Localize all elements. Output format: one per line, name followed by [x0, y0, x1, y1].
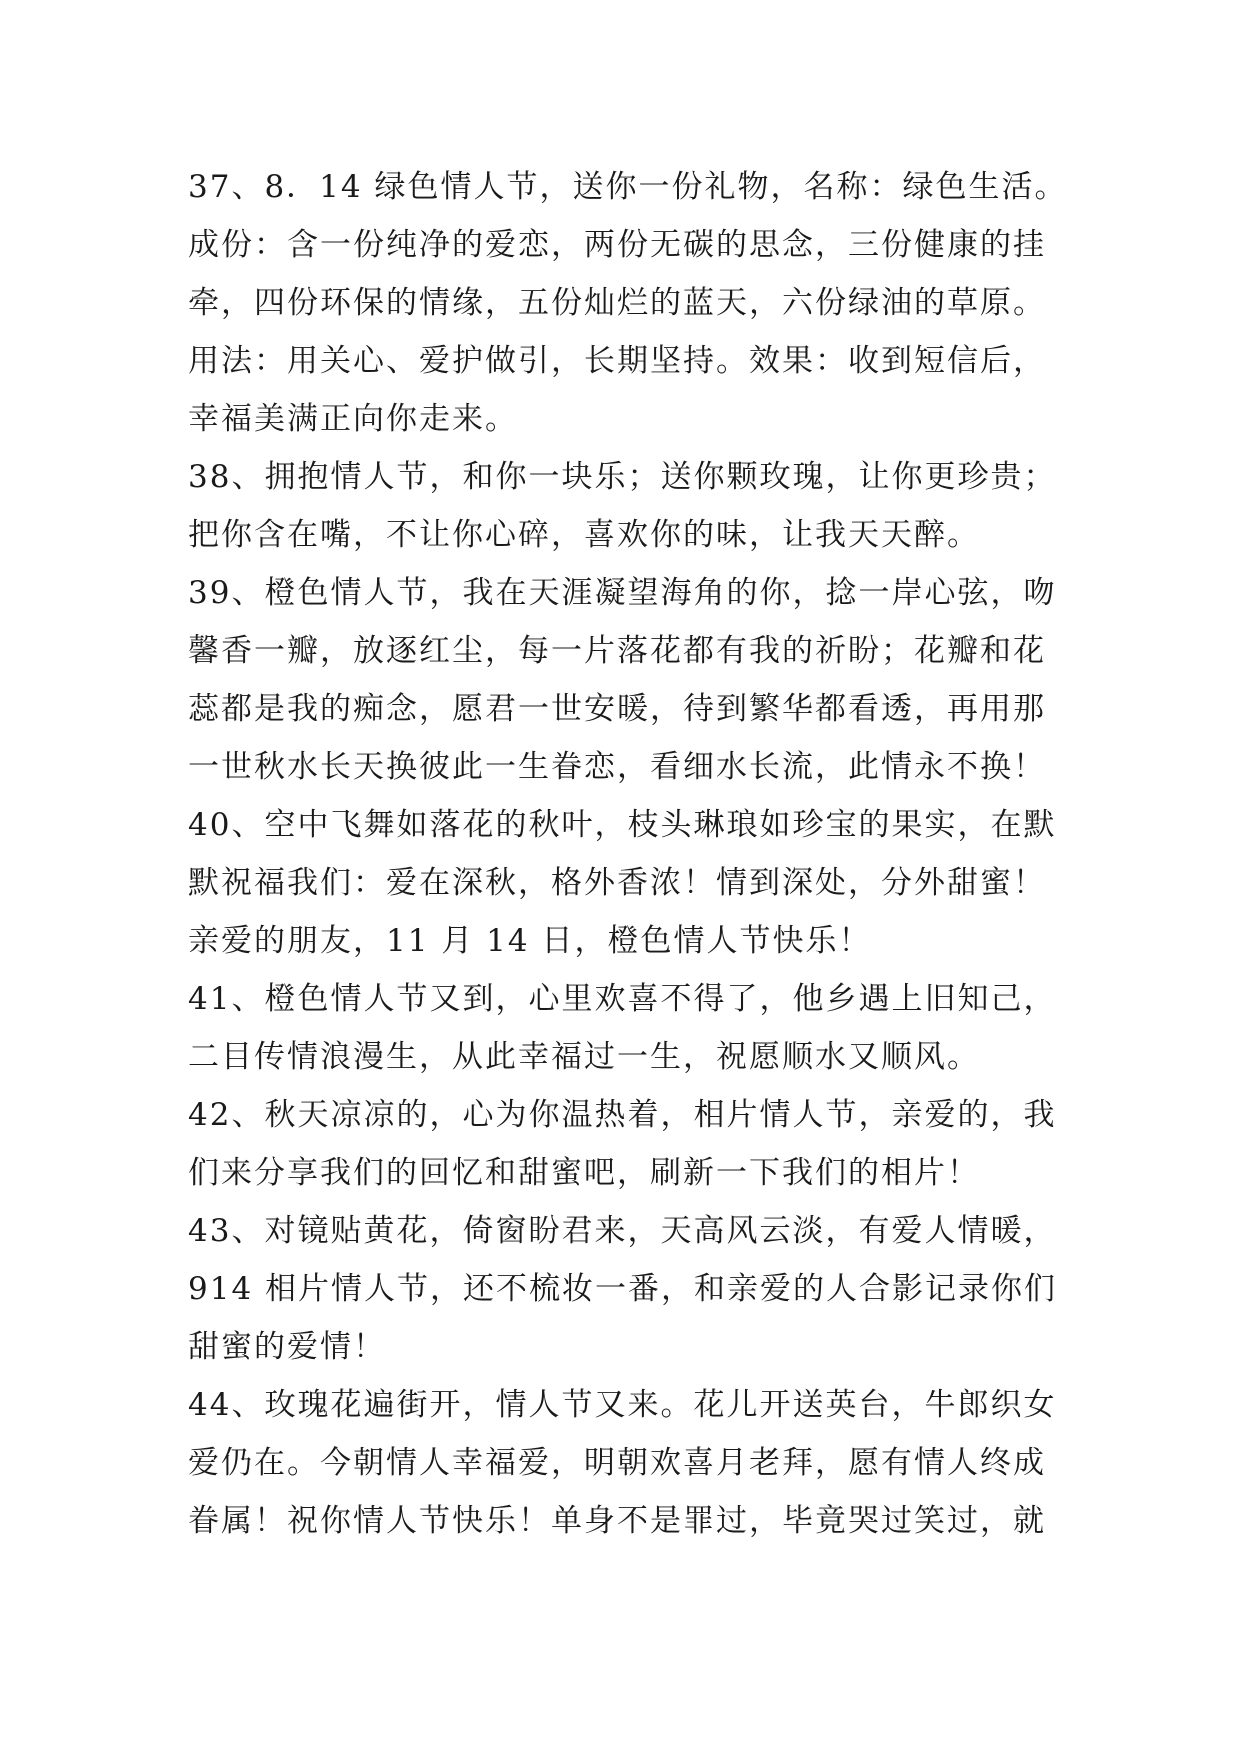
text-line: 眷属！祝你情人节快乐！单身不是罪过，毕竟哭过笑过，就 [188, 1503, 1046, 1539]
text-line: 44、玫瑰花遍街开，情人节又来。花儿开送英台，牛郎织女 [188, 1387, 1057, 1423]
text-line: 用法：用关心、爱护做引，长期坚持。效果：收到短信后， [188, 343, 1046, 379]
text-line: 甜蜜的爱情！ [188, 1329, 386, 1365]
text-line: 把你含在嘴，不让你心碎，喜欢你的味，让我天天醉。 [188, 517, 980, 553]
text-line: 们来分享我们的回忆和甜蜜吧，刷新一下我们的相片！ [188, 1155, 980, 1191]
text-line: 40、空中飞舞如落花的秋叶，枝头琳琅如珍宝的果实，在默 [188, 807, 1057, 843]
text-line: 牵，四份环保的情缘，五份灿烂的蓝天，六份绿油的草原。 [188, 285, 1046, 321]
text-line: 41、橙色情人节又到，心里欢喜不得了，他乡遇上旧知己， [188, 981, 1057, 1017]
text-line: 馨香一瓣，放逐红尘，每一片落花都有我的祈盼；花瓣和花 [188, 633, 1046, 669]
text-line: 一世秋水长天换彼此一生眷恋，看细水长流，此情永不换！ [188, 749, 1046, 785]
text-line: 默祝福我们：爱在深秋，格外香浓！情到深处，分外甜蜜！ [188, 865, 1046, 901]
text-line: 幸福美满正向你走来。 [188, 401, 518, 437]
text-line: 37、8．14 绿色情人节，送你一份礼物，名称：绿色生活。 [188, 169, 1068, 205]
text-line: 成份：含一份纯净的爱恋，两份无碳的思念，三份健康的挂 [188, 227, 1046, 263]
document-body [188, 158, 1068, 1550]
text-line: 914 相片情人节，还不梳妆一番，和亲爱的人合影记录你们 [188, 1271, 1058, 1307]
text-line: 42、秋天凉凉的，心为你温热着，相片情人节，亲爱的，我 [188, 1097, 1057, 1133]
text-line: 爱仍在。今朝情人幸福爱，明朝欢喜月老拜，愿有情人终成 [188, 1445, 1046, 1481]
text-line: 43、对镜贴黄花，倚窗盼君来，天高风云淡，有爱人情暖， [188, 1213, 1057, 1249]
text-line: 亲爱的朋友，11 月 14 日，橙色情人节快乐！ [188, 923, 872, 959]
text-line: 蕊都是我的痴念，愿君一世安暖，待到繁华都看透，再用那 [188, 691, 1046, 727]
text-line: 二目传情浪漫生，从此幸福过一生，祝愿顺水又顺风。 [188, 1039, 980, 1075]
text-line: 38、拥抱情人节，和你一块乐；送你颗玫瑰，让你更珍贵； [188, 459, 1057, 495]
text-line: 39、橙色情人节，我在天涯凝望海角的你，捻一岸心弦，吻 [188, 575, 1057, 611]
